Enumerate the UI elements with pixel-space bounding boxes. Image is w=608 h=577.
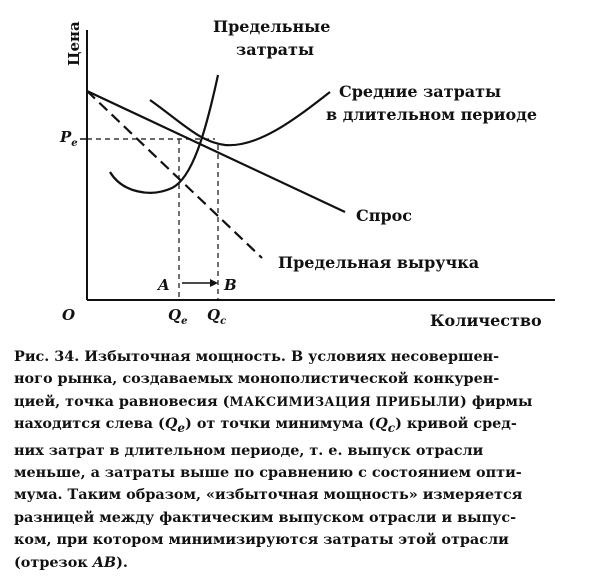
ab-arrowhead	[210, 279, 218, 287]
caption-text: В условиях несовершен-	[290, 348, 500, 365]
marginal-cost-curve	[110, 75, 218, 193]
qe-label: $Q_e$	[168, 306, 188, 327]
caption-small-caps: МАКСИМИЗАЦИЯ ПРИБЫЛИ	[229, 393, 461, 409]
caption-text: ) от точки минимума (	[185, 415, 376, 433]
y-axis-label: Цена	[65, 21, 83, 66]
caption-ab: AB	[92, 553, 117, 571]
average-cost-label-line1: Средние затраты	[339, 82, 502, 101]
caption-line-10	[14, 552, 596, 574]
qc-label: $Q_c$	[207, 306, 227, 327]
caption-line-4	[14, 413, 596, 439]
caption-qe: Q	[164, 415, 178, 433]
marginal-revenue-curve	[87, 91, 262, 258]
x-axis-label: Количество	[430, 311, 542, 330]
caption-line-6: меньше, а затраты выше по сравнению с состоянием опти-	[14, 463, 522, 481]
origin-label: O	[62, 306, 76, 324]
point-a-label: A	[158, 276, 170, 294]
demand-label: Спрос	[356, 206, 413, 225]
caption-text: цией, точка равновесия (	[14, 392, 230, 410]
figure-caption	[14, 346, 596, 574]
caption-qc-sub: c	[387, 421, 396, 436]
price-label: $P_e$	[60, 128, 78, 149]
marginal-cost-label-line1: Предельные	[213, 17, 331, 36]
average-cost-label-line2: в длительном периоде	[326, 105, 538, 124]
caption-line-3	[14, 391, 596, 413]
caption-qc: Q	[375, 415, 388, 433]
caption-line-8: разницей между фактическим выпуском отрасли и выпус-	[14, 508, 517, 526]
caption-line-7: мума. Таким образом, «избыточная мощность» измеряется	[14, 486, 523, 504]
caption-text: ) кривой сред-	[395, 415, 517, 433]
caption-line-2: ного рынка, создаваемых монополистической конкурен-	[14, 370, 500, 388]
caption-line-5: них затрат в длительном периоде, т. е. выпуск отрасли	[14, 441, 484, 459]
caption-qe-sub: e	[177, 421, 186, 436]
marginal-cost-label-line2: затраты	[236, 40, 314, 59]
caption-line-9: ком, при котором минимизируются затраты этой отрасли	[14, 531, 509, 549]
caption-line-1	[14, 346, 596, 368]
point-b-label: B	[224, 276, 237, 294]
marginal-revenue-label: Предельная выручка	[278, 253, 480, 272]
caption-text: ).	[116, 553, 128, 571]
caption-text: находится слева (	[14, 415, 165, 433]
caption-text: (отрезок	[14, 553, 93, 571]
caption-text: ) фирмы	[460, 392, 533, 410]
average-cost-curve	[150, 92, 330, 145]
caption-lead: Рис. 34. Избыточная мощность.	[14, 348, 286, 365]
